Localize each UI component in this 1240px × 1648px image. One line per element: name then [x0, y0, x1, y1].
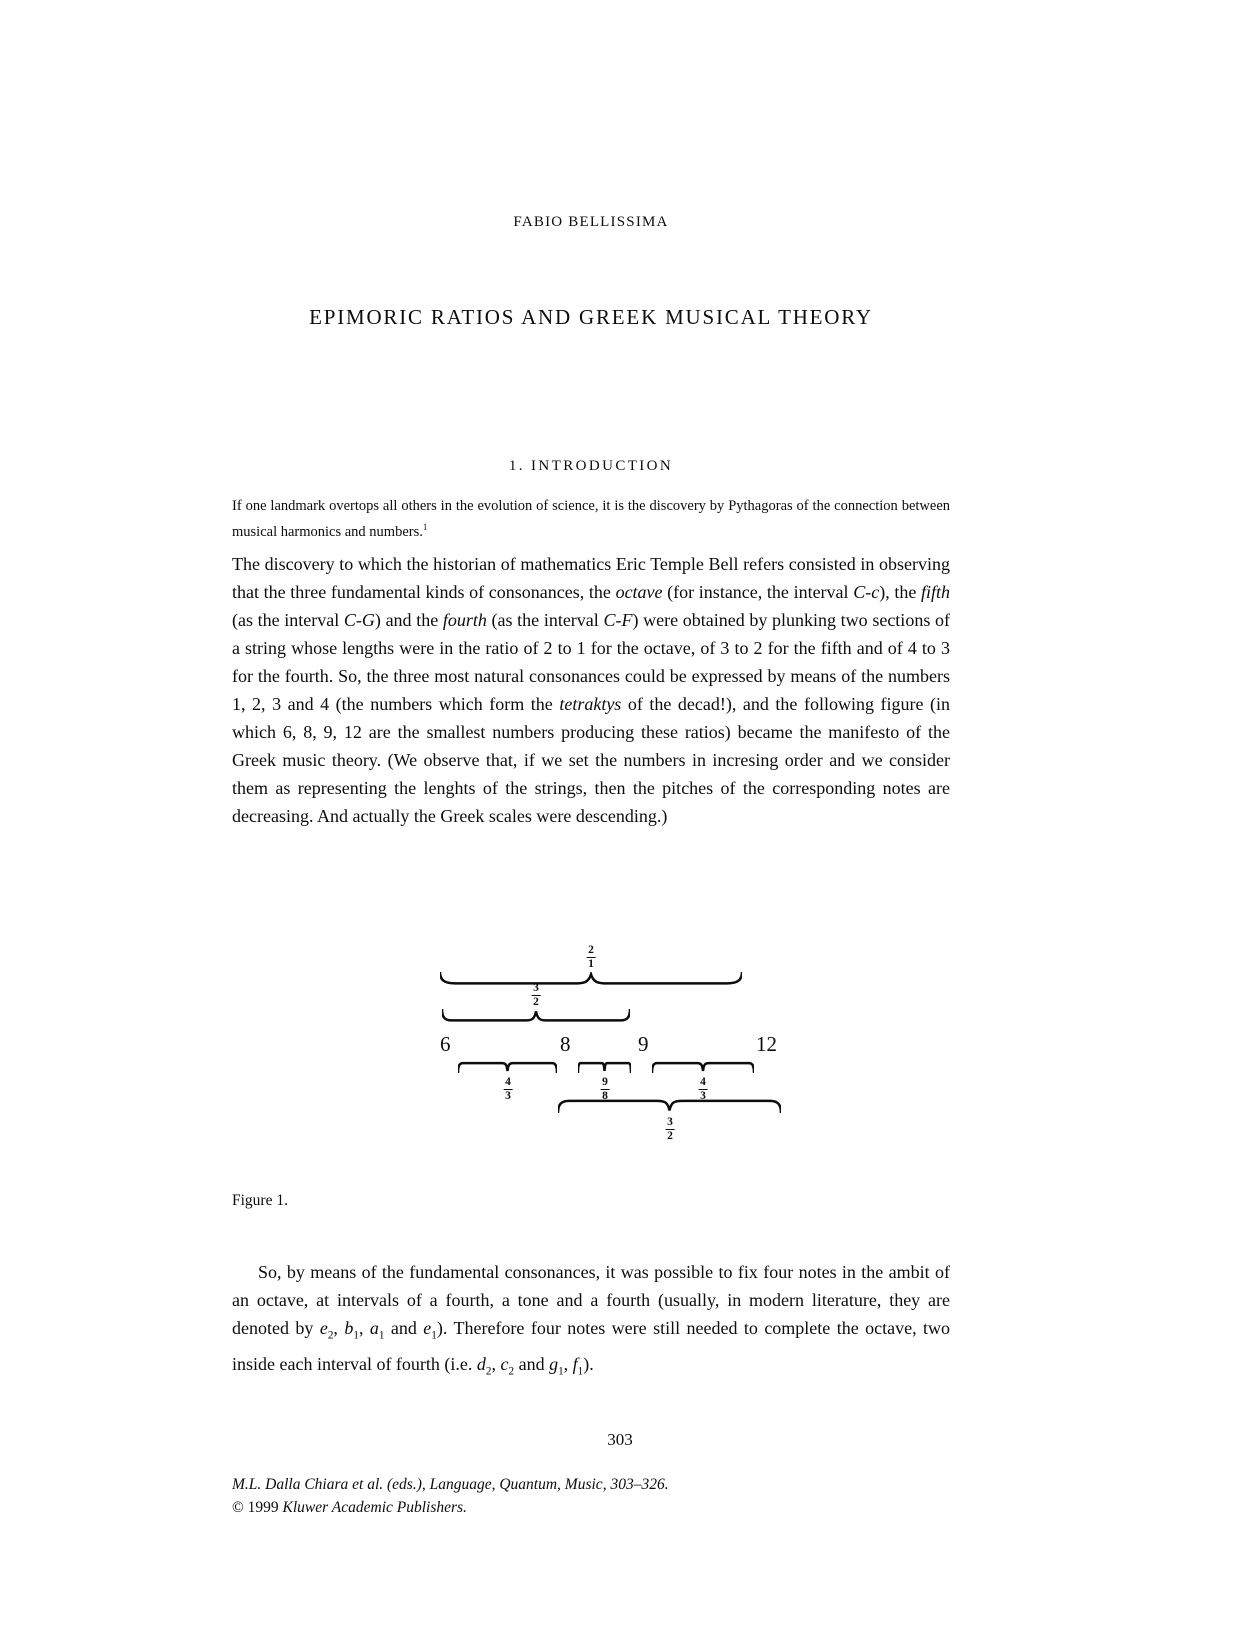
fraction-fifth-lower	[666, 1116, 675, 1143]
fraction-fourth-left-denominator: 3	[505, 1089, 511, 1102]
page-number: 303	[607, 1430, 633, 1449]
overbrace-octave	[440, 972, 742, 987]
fraction-octave-denominator: 1	[588, 957, 594, 970]
fraction-fifth-upper-denominator: 2	[533, 995, 539, 1008]
underbrace-tone	[578, 1060, 631, 1073]
underbrace-fourth-right	[652, 1060, 754, 1073]
underbrace-fourth-left	[458, 1060, 557, 1073]
fraction-fifth-upper-numerator: 3	[533, 982, 539, 994]
figure-number-12: 12	[756, 1032, 777, 1056]
overbrace-fifth-upper	[442, 1009, 630, 1024]
footer	[232, 1474, 950, 1519]
fraction-fifth-lower-denominator: 2	[667, 1129, 673, 1142]
underbrace-fifth-lower	[558, 1097, 781, 1113]
epigraph-quote: If one landmark overtops all others in the evolution of science, it is the discovery by Pythagoras of the connection between musical harmonics and numbers.$^1$	[232, 498, 950, 540]
author-name: FABIO BELLISSIMA	[513, 214, 669, 230]
figure-caption: Figure 1.	[232, 1192, 288, 1209]
paragraph-1: The discovery to which the historian of mathematics Eric Temple Bell refers consisted in observing that the three fundamental kinds of consonances, the octave (for instance, the interval C-c), the fifth (as the interval C-G) and the fourth (as the interval C-F) were obtained by plunking two sections of a string whose lengths were in the ratio of 2 to 1 for the octave, of 3 to 2 for the fifth and of 4 to 3 for the fourth. So, the three most natural consonances could be expressed by means of the numbers 1, 2, 3 and 4 (the numbers which form the tetraktys of the decad!), and the following figure (in which 6, 8, 9, 12 are the smallest numbers producing these ratios) became the manifesto of the Greek music theory. (We observe that, if we set the numbers in incresing order and we consider them as representing the lenghts of the strings, then the pitches of the corresponding notes are decreasing. And actually the Greek scales were descending.)	[232, 554, 951, 826]
footer-copyright: © 1999 Kluwer Academic Publishers.	[232, 1498, 467, 1516]
figure-number-8: 8	[560, 1032, 571, 1056]
section-heading: 1. INTRODUCTION	[508, 458, 674, 474]
footer-citation: M.L. Dalla Chiara et al. (eds.), Language, Quantum, Music, 303–326.	[232, 1476, 669, 1493]
fraction-octave-numerator: 2	[588, 944, 594, 956]
fraction-fifth-lower-numerator: 3	[667, 1116, 673, 1128]
fraction-fourth-right-denominator: 3	[700, 1089, 706, 1102]
fraction-tone-numerator: 9	[602, 1076, 608, 1088]
fraction-fourth-right-numerator: 4	[700, 1076, 706, 1088]
paragraph-2: So, by means of the fundamental consonances, it was possible to fix four notes in the ambit of an octave, at intervals of a fourth, a tone and a fourth (usually, in modern literature, they are denoted by $e_2$, $b_1$, $a_1$ and $e_1$). Therefore four notes were still needed to complete the octave, two inside each interval of fourth (i.e. $d_2$, $c_2$ and $g_1$, $f_1$).	[232, 1262, 951, 1378]
fraction-octave	[587, 944, 596, 971]
fraction-tone-denominator: 8	[602, 1089, 608, 1102]
paper-title: EPIMORIC RATIOS AND GREEK MUSICAL THEORY	[309, 305, 873, 329]
fraction-fourth-left-numerator: 4	[505, 1076, 511, 1088]
fraction-fourth-left	[504, 1076, 513, 1103]
figure-1-diagram	[420, 938, 810, 1173]
figure-number-9: 9	[638, 1032, 649, 1056]
figure-number-6: 6	[440, 1032, 451, 1056]
fraction-fifth-upper	[532, 982, 541, 1009]
